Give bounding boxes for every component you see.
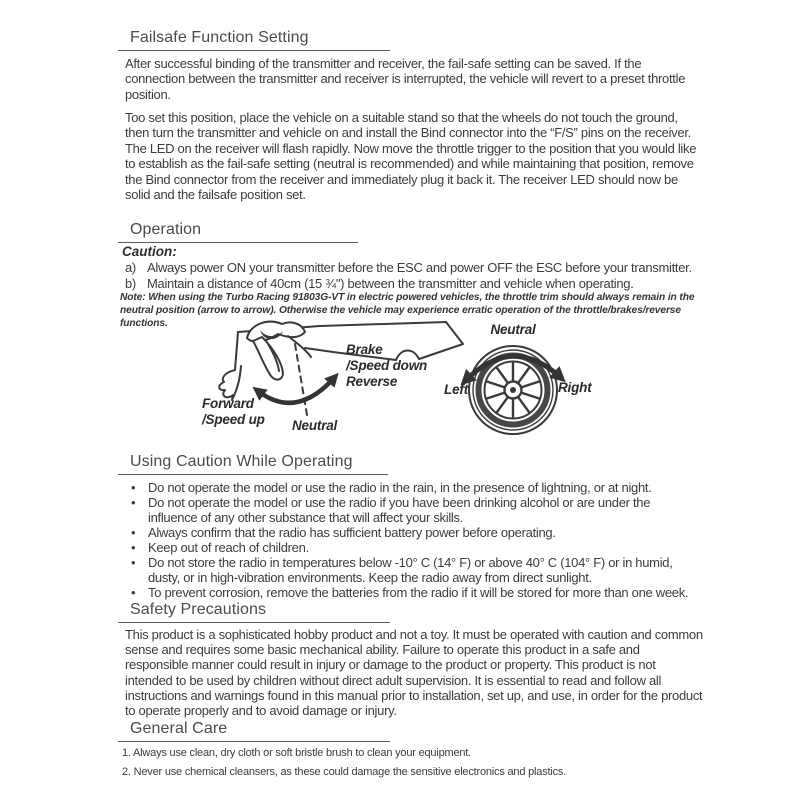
section-heading-using-caution: Using Caution While Operating — [118, 453, 388, 475]
section-heading-safety: Safety Precautions — [118, 601, 390, 623]
operation-item-a — [125, 260, 705, 275]
list-item: 2. Never use chemical cleansers, as these could damage the sensitive electronics and plastics. — [122, 766, 567, 778]
caution-label: Caution: — [122, 244, 177, 259]
section-heading-operation: Operation — [118, 221, 358, 243]
operation-diagram — [190, 318, 620, 458]
safety-paragraph: This product is a sophisticated hobby product and not a toy. It must be operated with caution and common sense and requires some basic mechanical ability. Failure to operate this product in a safe and responsible manner could result in injury or damage to the product or property. This product is not intended to be used by children without direct adult supervision. It is essential to read and follow all instructions and warnings found in this manual prior to installation, set up, and use, in order for the product to operate properly and to avoid damage or injury. — [125, 627, 703, 719]
section-heading-failsafe: Failsafe Function Setting — [118, 29, 390, 51]
operation-item-b — [125, 276, 705, 291]
caution-bullet-list — [128, 480, 694, 600]
list-item: • To prevent corrosion, remove the batteries from the radio if it will be stored for more than one week. — [128, 585, 694, 600]
wheel-right-label: Right — [558, 380, 592, 395]
list-item: • Keep out of reach of children. — [128, 540, 694, 555]
wheel-left-label: Left — [444, 382, 468, 397]
trigger-forward-label: Forward /Speed up — [202, 396, 265, 427]
trigger-brake-label: Brake /Speed down Reverse — [346, 342, 428, 389]
section-heading-general-care: General Care — [118, 720, 390, 742]
item-b-text: Maintain a distance of 40cm (15 ¾") between the transmitter and vehicle when operating. — [147, 276, 634, 291]
item-a-text: Always power ON your transmitter before the ESC and power OFF the ESC before your transmitter. — [147, 260, 692, 275]
general-care-list — [122, 747, 692, 785]
item-a-marker: a) — [125, 260, 136, 275]
failsafe-paragraph-1: After successful binding of the transmitter and receiver, the fail-safe setting can be saved. If the connection between the transmitter and receiver is interrupted, the vehicle will revert to a preset throttle position. — [125, 56, 686, 102]
trigger-neutral-label: Neutral — [292, 418, 338, 433]
item-b-marker: b) — [125, 276, 136, 291]
list-item: • Do not operate the model or use the radio in the rain, in the presence of lightning, or at night. — [128, 480, 694, 495]
list-item: • Always confirm that the radio has sufficient battery power before operating. — [128, 525, 694, 540]
operation-note: Note: When using the Turbo Racing 91803G-VT in electric powered vehicles, the throttle trim should always remain in the neutral position (arrow to arrow). Otherwise the vehicle may experience erratic operation of the throttle/brakes/reverse functions. — [120, 292, 695, 330]
steering-wheel-illustration — [469, 346, 557, 434]
list-item: • Do not operate the model or use the radio if you have been drinking alcohol or are under the influence of any other substance that will affect your skills. — [128, 495, 694, 525]
failsafe-paragraph-2: Too set this position, place the vehicle on a suitable stand so that the wheels do not touch the ground, then turn the transmitter and vehicle on and install the Bind connector into the “F/S” pins on the receiver. The LED on the receiver will flash rapidly. Now move the throttle trigger to the position that you would like to establish as the fail-safe setting (neutral is recommended) and while maintaining that position, remove the Bind connector from the receiver and immediately plug it back it. The receiver LED should now be solid and the failsafe position set. — [125, 110, 697, 203]
list-item: 1. Always use clean, dry cloth or soft bristle brush to clean your equipment. — [122, 747, 472, 759]
wheel-neutral-label: Neutral — [490, 322, 536, 337]
list-item: • Do not store the radio in temperatures below -10° C (14° F) or above 40° C (104° F) or in humid, dusty, or in high-vibration environments. Keep the radio away from direct sunlight. — [128, 555, 694, 585]
